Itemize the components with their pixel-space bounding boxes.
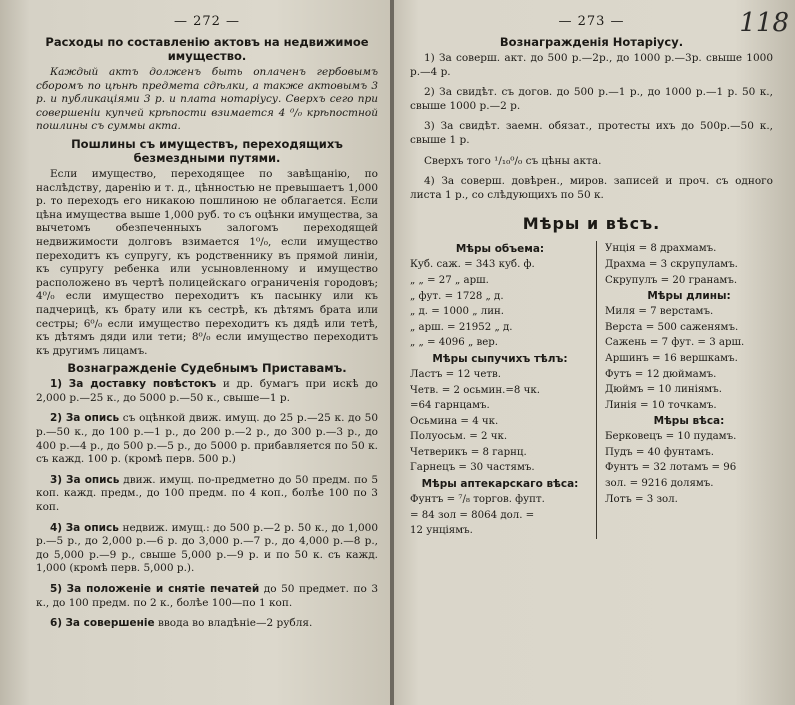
measures-right-column	[597, 241, 773, 539]
measure-row: Дюймъ = 10 линіямъ.	[605, 384, 722, 396]
measure-row: Скрупулъ = 20 гранамъ.	[605, 274, 738, 286]
length-title: Мѣры длины:	[647, 290, 731, 303]
bailiff-item	[36, 412, 378, 466]
measure-row: „ „ = 4096 „ вер.	[410, 337, 499, 349]
section-title-notary: Вознагражденія Нотаріусу.	[499, 35, 684, 49]
bailiff-item-number: 6)	[50, 617, 63, 630]
measure-row: Аршинъ = 16 вершкамъ.	[605, 352, 738, 364]
bailiff-item-lead: За опись	[65, 473, 120, 486]
page-number-left: — 272 —	[173, 14, 241, 29]
measure-row: Куб. саж. = 343 куб. ф.	[410, 259, 535, 271]
weight-title: Мѣры вѣса:	[653, 415, 725, 428]
page-number-right: — 273 —	[558, 14, 625, 29]
measure-row: Четв. = 2 осьмин.=8 чк.	[410, 384, 540, 396]
dry-title: Мѣры сыпучихъ тѣлъ:	[432, 352, 568, 365]
apothecary-rows	[410, 492, 590, 539]
measure-row: Драхма = 3 скрупуламъ.	[605, 258, 738, 270]
bailiff-item-number: 1)	[50, 378, 63, 391]
bailiff-item-lead: За совершеніе	[65, 617, 155, 630]
measure-row: Фунтъ = ⁷/₈ торгов. фупт.	[410, 494, 545, 506]
measure-row: Ластъ = 12 четв.	[410, 368, 501, 380]
bailiff-item-lead: За положеніе и снятіе печатей	[66, 583, 260, 595]
measure-row: Четверикъ = 8 гарнц.	[410, 446, 527, 458]
measure-row: „ фут. = 1728 „ д.	[410, 290, 504, 302]
measure-row: Пудъ = 40 фунтамъ.	[605, 446, 714, 458]
volume-title: Мѣры объема:	[455, 243, 545, 256]
right-page	[394, 0, 795, 705]
bailiff-item	[36, 474, 378, 515]
volume-rows	[410, 257, 590, 351]
measure-row: Футъ = 12 дюймамъ.	[605, 368, 717, 380]
measure-row: Гарнецъ = 30 частямъ.	[410, 462, 535, 474]
measure-row: зол. = 9216 долямъ.	[605, 478, 714, 490]
measures-columns	[410, 241, 773, 539]
measure-row: Берковецъ = 10 пудамъ.	[605, 431, 737, 443]
measure-row: Линія = 10 точкамъ.	[605, 399, 717, 411]
notary-items-list	[410, 52, 773, 202]
bailiff-item-lead: За опись	[65, 521, 119, 534]
measure-row: Сажень = 7 фут. = 3 арш.	[605, 337, 745, 349]
section-title-measures: Мѣры и вѣсъ.	[522, 214, 661, 234]
bailiff-item-text: движ. имущ. по-предметно до 50 предм. по 5 коп. кажд. предм., до 100 предм. по 4 коп., болѣе 100 по 3 коп.	[36, 473, 378, 514]
measure-row: „ арш. = 21952 „ д.	[410, 321, 513, 333]
apothecary-units-rows	[605, 241, 773, 288]
bailiff-item-text: съ оцѣнкой движ. имущ. до 25 р.—25 к. до 50 р.—50 к., до 100 р.—1 р., до 200 р.—2 р., до 300 р.—3 р., до 400 р.—4 р., до 500 р.—5 р., до 5000 р. прибавляется по 50 к. съ кажд. 100 р. (кромѣ перв. 500 р.)	[36, 412, 378, 466]
bailiff-item-lead: За опись	[65, 412, 120, 425]
measure-row: =64 гарнцамъ.	[410, 400, 490, 412]
duties-paragraph: Если имущество, переходящее по завѣщанію, по наслѣдству, даренію и т. д., цѣнностью не превышаетъ 1,000 р. то переходъ его никакою пошлиною не облагается. Если цѣна имущества выше 1,000 руб. то съ оцѣнки имущества, за вычетомъ обезпеченныхъ залогомъ переходящей недвижимости долговъ взимается 1⁰/₀, если имущество переходитъ къ супругу, къ родственнику въ прямой линіи, къ супругу ребенка или усыновленному и имущество расположено въ чертѣ полицейскаго ограниченія городовъ; 4⁰/₀ если имущество переходитъ къ пасынку или къ падчерицѣ, къ брату или къ сестрѣ, къ дѣтямъ брата или сестры; 6⁰/₀ если имущество переходитъ къ дядѣ или тетѣ, къ дѣтямъ дяди или тети; 8⁰/₀ если имущество переходитъ къ другимъ лицамъ.	[36, 167, 378, 357]
notary-item: Сверхъ того ¹/₁₀⁰/₀ съ цѣны акта.	[424, 154, 602, 167]
bailiff-item-lead: За доставку повѣстокъ	[68, 378, 217, 391]
acts-paragraph: Каждый актъ долженъ быть оплаченъ гербовымъ сборомъ по цѣнѣ предмета сдѣлки, а также актовымъ 3 р. и публикаціями 3 р. и плата нотаріусу. Сверхъ сего при совершеніи купчей крѣпости взимается 4 ⁰/₀ крѣпостной пошлины съ суммы акта.	[36, 66, 378, 133]
bailiff-item-text: и др. бумагъ при искѣ до 2,000 р.—25 к., до 5000 р.—50 к., свыше—1 р.	[36, 378, 378, 404]
measure-row: Унція = 8 драхмамъ.	[605, 243, 717, 255]
bailiff-item-number: 4)	[50, 521, 63, 534]
left-page	[0, 0, 392, 705]
bailiff-item-number: 2)	[50, 412, 63, 425]
bailiff-item	[36, 583, 378, 610]
bailiff-item	[36, 378, 378, 405]
measure-row: „ д. = 1000 „ лин.	[410, 306, 505, 318]
weight-rows	[605, 429, 773, 507]
bailiff-items-list	[36, 378, 378, 631]
bailiff-item	[36, 617, 378, 631]
measure-row: = 84 зол = 8064 дол. =	[410, 509, 535, 521]
notary-item: 1) За соверш. акт. до 500 р.—2р., до 1000 р.—3р. свыше 1000 р.—4 р.	[410, 52, 773, 78]
bailiff-item	[36, 522, 378, 576]
bailiff-item-number: 5)	[50, 583, 63, 595]
measure-row: Осьмина = 4 чк.	[410, 415, 499, 427]
section-title-duties: Пошлины съ имуществъ, переходящихъ безмездными путями.	[71, 136, 343, 165]
notary-item: 2) За свидѣт. съ догов. до 500 р.—1 р., до 1000 р.—1 р. 50 к., свыше 1000 р.—2 р.	[410, 86, 773, 112]
measure-row: Фунтъ = 32 лотамъ = 96	[605, 462, 737, 474]
measure-row: Лотъ = 3 зол.	[605, 493, 678, 505]
bailiff-item-number: 3)	[50, 473, 63, 486]
measures-left-column	[410, 241, 597, 539]
margin-handwritten-mark: 118	[739, 8, 789, 38]
measure-row: Миля = 7 верстамъ.	[605, 306, 714, 318]
section-title-acts: Расходы по составленію актовъ на недвижимое имущество.	[45, 35, 369, 63]
bailiff-item-text: недвиж. имущ.: до 500 р.—2 р. 50 к., до 1,000 р.—5 р., до 2,000 р.—6 р. до 3,000 р.—7 р., до 4,000 р.—8 р., до 5,000 р.—9 р., свыше 5,000 р.—9 р. и по 50 к. съ кажд. 1,000 (кромѣ перв. 5,000 р.).	[36, 521, 379, 575]
measure-row: „ „ = 27 „ арш.	[410, 274, 489, 286]
measure-row: 12 унціямъ.	[410, 525, 473, 537]
measure-row: Верста = 500 саженямъ.	[605, 321, 739, 333]
dry-rows	[410, 367, 590, 476]
bailiff-item-text: до 50 предмет. по 3 к., до 100 предм. по 2 к., болѣе 100—по 1 коп.	[36, 583, 379, 609]
notary-item: 4) За соверш. довѣрен., миров. записей и проч. съ одного листа 1 р., со слѣдующихъ по 50 к.	[410, 175, 773, 201]
section-title-bailiffs: Вознагражденіе Судебнымъ Приставамъ.	[67, 361, 347, 376]
measure-row: Полуосьм. = 2 чк.	[410, 431, 508, 443]
apothecary-title: Мѣры аптекарскаго вѣса:	[421, 478, 579, 491]
bailiff-item-text: ввода во владѣніе—2 рубля.	[154, 617, 313, 630]
notary-item: 3) За свидѣт. заемн. обязат., протесты ихъ до 500р.—50 к., свыше 1 р.	[410, 120, 773, 146]
length-rows	[605, 304, 773, 413]
